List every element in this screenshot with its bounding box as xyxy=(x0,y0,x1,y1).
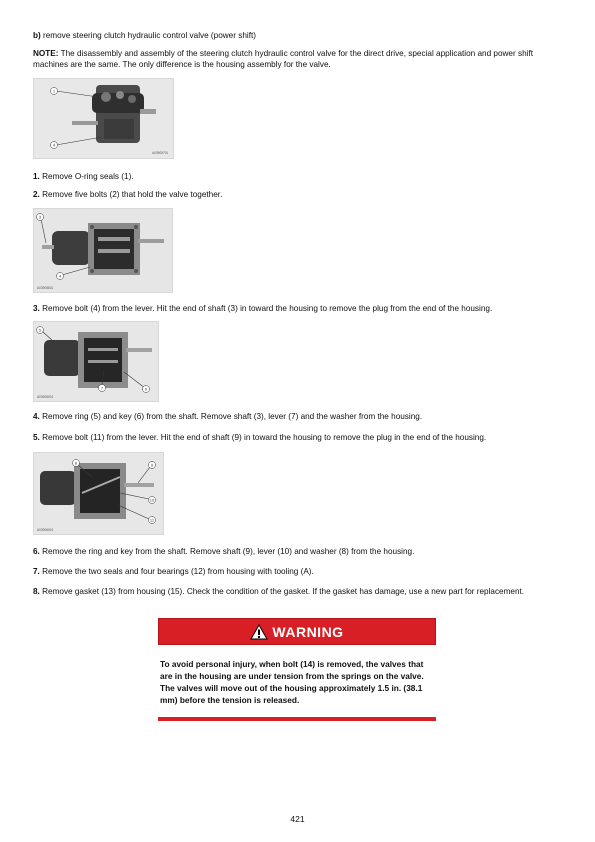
figure-4-callout-8: 8 xyxy=(74,460,78,466)
step-1: 1. Remove O-ring seals (1). xyxy=(33,172,134,181)
figure-1-photo xyxy=(33,78,174,159)
figure-1-caption: A03905701 xyxy=(152,151,169,155)
step-5: 5. Remove bolt (11) from the lever. Hit the end of shaft (9) in toward the housing to remove the plug in the end of the housing. xyxy=(33,433,487,442)
figure-2-photo xyxy=(33,208,173,293)
figure-3-callout-7: 7 xyxy=(100,385,104,391)
step-2: 2. Remove five bolts (2) that hold the valve together. xyxy=(33,190,223,199)
figure-2-callout-3: 3 xyxy=(38,214,42,220)
figure-1-callout-2: 4 xyxy=(52,142,56,148)
warning-text: To avoid personal injury, when bolt (14) is removed, the valves that are in the housing are under tension from the springs on the valve. The valves will move out of the housing approximately 1.5 in. (38.1 mm) before the tension is released. xyxy=(160,659,424,705)
section-heading: b) remove steering clutch hydraulic control valve (power shift) xyxy=(33,31,256,40)
figure-4-callout-11: 11 xyxy=(149,517,155,523)
warning-box xyxy=(158,618,436,722)
figure-2-caption: A03905801 xyxy=(37,286,54,290)
step-7: 7. Remove the two seals and four bearings (12) from housing with tooling (A). xyxy=(33,567,314,576)
warning-triangle-icon xyxy=(250,624,268,640)
figure-3-photo xyxy=(33,321,159,402)
warning-title: WARNING xyxy=(272,623,344,640)
figure-4-callout-10: 10 xyxy=(149,497,155,503)
figure-1-callout-1: 1 xyxy=(52,88,56,94)
step-8: 8. Remove gasket (13) from housing (15). Check the condition of the gasket. If the gasket has damage, use a new part for replacement. xyxy=(33,587,525,596)
step-6: 6. Remove the ring and key from the shaft. Remove shaft (9), lever (10) and washer (8) from the housing. xyxy=(33,547,415,556)
warning-header xyxy=(158,618,436,645)
step-3: 3. Remove bolt (4) from the lever. Hit the end of shaft (3) in toward the housing to remove the plug from the end of the housing. xyxy=(33,304,493,313)
step-4: 4. Remove ring (5) and key (6) from the shaft. Remove shaft (3), lever (7) and the washer from the housing. xyxy=(33,412,423,421)
figure-4-photo xyxy=(33,452,164,535)
note-paragraph: NOTE: The disassembly and assembly of the steering clutch hydraulic control valve for the direct drive, special application and power shift machines are the same. The only difference is the housing assembly for the valve. xyxy=(33,49,533,69)
figure-2-callout-4: 4 xyxy=(58,273,62,279)
figure-3-callout-5: 5 xyxy=(38,327,42,333)
figure-3-callout-6: 6 xyxy=(144,386,148,392)
figure-4-callout-9: 9 xyxy=(150,462,154,468)
warning-bottom-bar xyxy=(158,717,436,721)
figure-4-caption: A03906001 xyxy=(37,528,54,532)
page-number: 421 xyxy=(290,814,305,824)
figure-3-caption: A03905901 xyxy=(37,395,54,399)
